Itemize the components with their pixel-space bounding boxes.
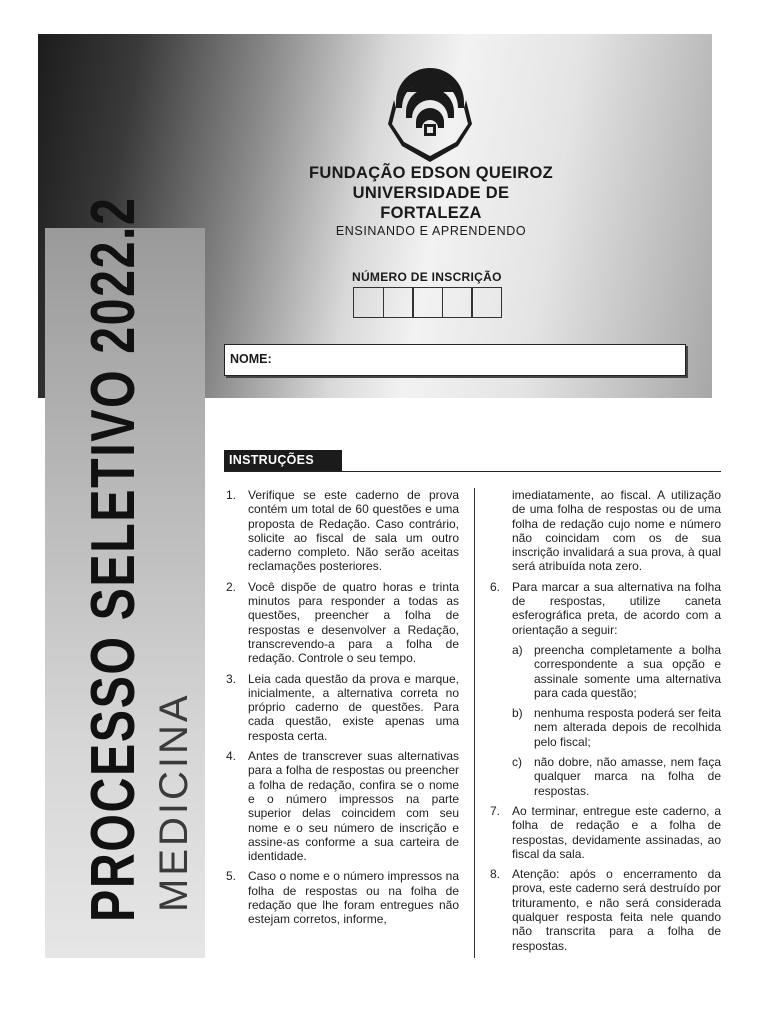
instructions-rule: [224, 471, 721, 472]
cover-title: [78, 0, 149, 922]
name-label: NOME:: [230, 352, 272, 366]
institution-university: UNIVERSIDADE DE FORTALEZA: [352, 184, 510, 222]
instructions-heading: INSTRUÇÕES: [224, 450, 342, 472]
instruction-continuation: imediatamente, ao fiscal. A utilização de uma folha de respostas ou de uma folha de redação cujo nome e número não coincidam com os de sua inscrição invalidará a sua prova, à qual será atribuída nota zero.: [512, 488, 721, 574]
instruction-text: Ao terminar, entregue este caderno, a folha de redação e a folha de respostas, devidamente assinadas, ao fiscal da sala.: [512, 803, 721, 861]
instruction-text: Verifique se este caderno de prova contém um total de 60 questões e uma proposta de Redação. Caso contrário, solicite ao fiscal de sala um outro caderno completo. Não serão aceitas reclamações posteriores.: [248, 488, 459, 574]
instruction-subitem: [512, 706, 721, 749]
registration-digit-box[interactable]: [353, 287, 384, 318]
instruction-item: [488, 867, 721, 953]
registration-number-boxes[interactable]: [353, 287, 501, 318]
instruction-text: Leia cada questão da prova e marque, inicialmente, a alternativa correta no próprio caderno de questões. Para cada questão, existe apenas uma resposta certa.: [248, 671, 459, 743]
instruction-subitem: [512, 643, 721, 700]
institution-tagline: ENSINANDO E APRENDENDO: [335, 224, 527, 238]
instruction-number: 3.: [226, 671, 237, 686]
instruction-item: [224, 580, 459, 666]
instruction-item: [488, 804, 721, 861]
instruction-item: [224, 672, 459, 743]
instruction-item: [488, 580, 721, 798]
instruction-text: Caso o nome e o número impressos na folha de respostas ou na folha de redação que lhe foram entregues não estejam corretos, informe,: [248, 869, 459, 927]
instruction-item: [224, 488, 459, 574]
instruction-number: 5.: [226, 869, 237, 884]
registration-digit-box[interactable]: [412, 287, 443, 318]
instruction-number: 7.: [490, 803, 501, 818]
instruction-item: [224, 749, 459, 863]
subitem-letter: b): [512, 706, 523, 721]
instruction-number: 8.: [490, 867, 501, 882]
instructions-column-left: [224, 488, 459, 933]
instruction-number: 2.: [226, 579, 237, 594]
column-divider: [474, 488, 475, 958]
subitem-text: não dobre, não amasse, nem faça qualquer marca na folha de respostas.: [534, 755, 721, 798]
instruction-text: Antes de transcrever suas alternativas para a folha de respostas ou preencher a folha de redação, confira se o nome e o número impressos na parte superior delas coincidem com seu nome e o seu número de inscrição e assine-as conforme a sua carteira de identidade.: [248, 749, 459, 864]
subitem-text: nenhuma resposta poderá ser feita nem alterada depois de recolhida pelo fiscal;: [534, 706, 721, 749]
unifor-logo-icon: [388, 68, 472, 164]
subitem-letter: c): [512, 755, 522, 770]
registration-digit-box[interactable]: [471, 287, 502, 318]
registration-digit-box[interactable]: [442, 287, 473, 318]
cover-subtitle: MEDICINA: [152, 692, 196, 912]
registration-label: NÚMERO DE INSCRIÇÃO: [352, 270, 502, 284]
instruction-number: 4.: [226, 749, 237, 764]
institution-foundation: FUNDAÇÃO EDSON QUEIROZ: [308, 164, 554, 182]
instruction-item: [224, 869, 459, 926]
subitem-text: preencha completamente a bolha correspondente a sua opção e assinale somente uma alternativa para cada questão;: [534, 642, 721, 700]
name-field[interactable]: [224, 344, 686, 376]
instruction-text: Para marcar a sua alternativa na folha de respostas, utilize caneta esferográfica preta, de acordo com a orientação a seguir:: [512, 579, 721, 637]
subitem-letter: a): [512, 642, 523, 657]
instruction-number: 6.: [490, 579, 501, 594]
instruction-text: Atenção: após o encerramento da prova, este caderno será destruído por trituramento, e não será considerada qualquer resposta feita nele quando não transcrita para a folha de respostas.: [512, 867, 721, 953]
instruction-number: 1.: [226, 488, 237, 502]
cover-title-text: PROCESSO SELETIVO 2022.2: [79, 196, 148, 922]
institution-block: [300, 163, 562, 239]
instruction-subitem: [512, 755, 721, 798]
instructions-column-right: [488, 488, 721, 959]
instruction-text: Você dispõe de quatro horas e trinta minutos para responder a todas as questões, preencher a folha de respostas e desenvolver a Redação, transcrevendo-a para a folha de redação. Controle o seu tempo.: [248, 579, 459, 666]
registration-digit-box[interactable]: [383, 287, 414, 318]
